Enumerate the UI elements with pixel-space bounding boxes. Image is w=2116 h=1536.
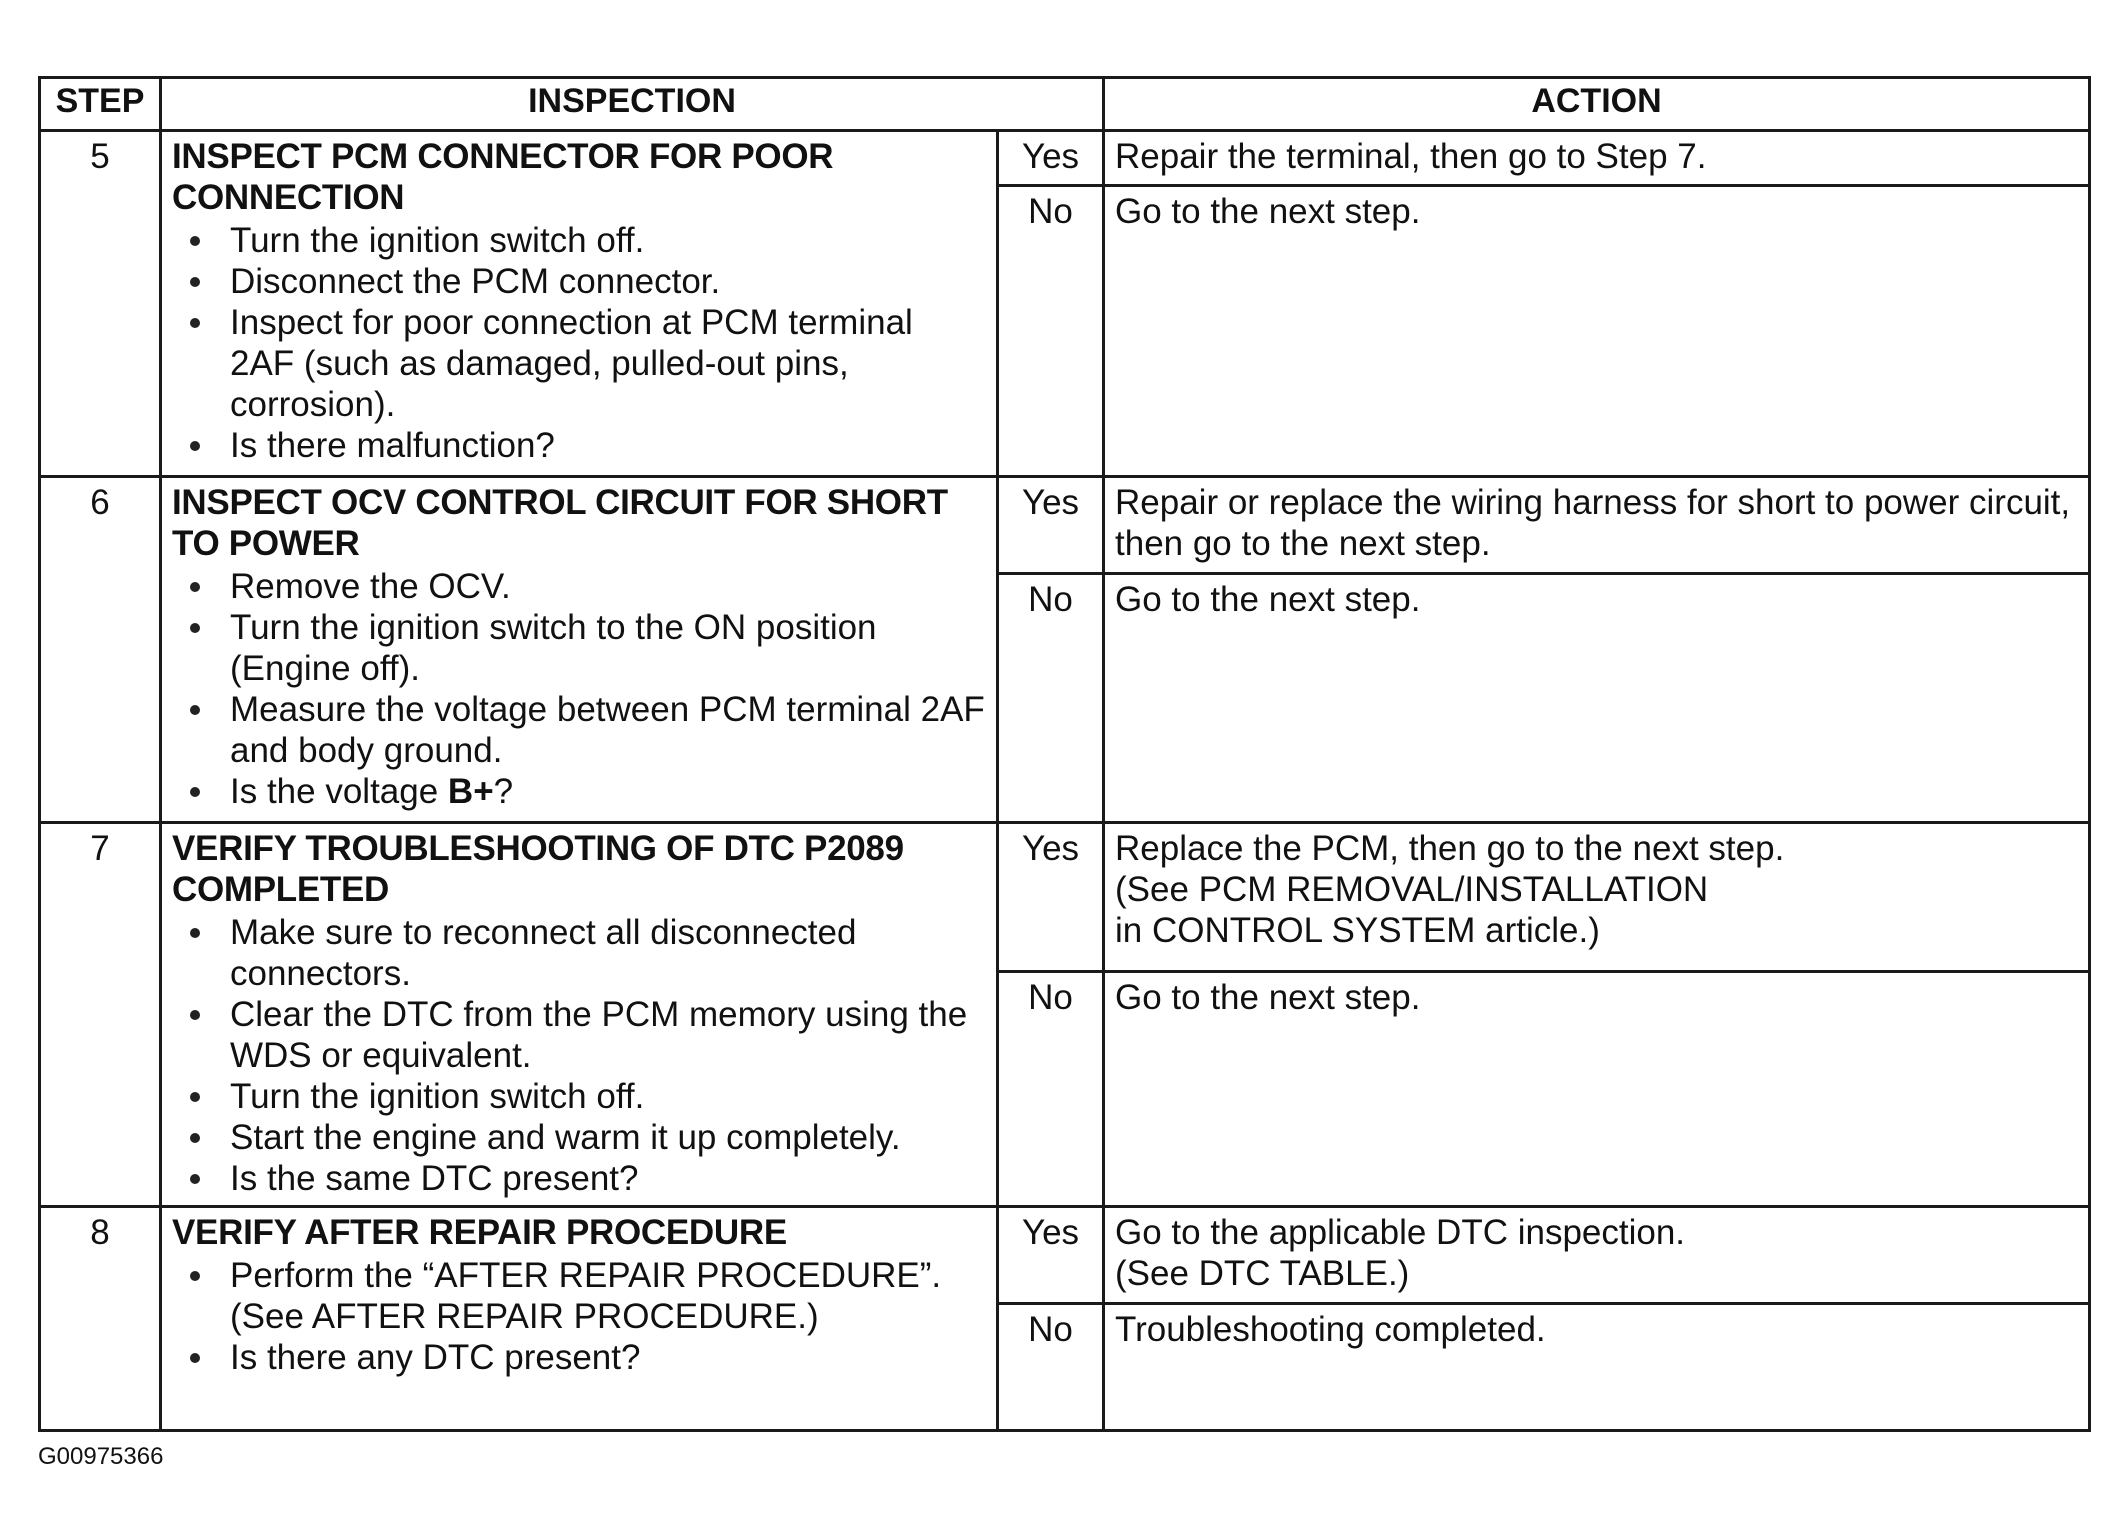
action-line: Repair the terminal, then go to Step 7. (1115, 137, 1707, 176)
inspection-item: Make sure to reconnect all disconnected connectors. (230, 912, 986, 994)
action-line: (See PCM REMOVAL/INSTALLATION (1115, 870, 1709, 909)
figure-id: G00975366 (38, 1443, 164, 1470)
inspection-list (172, 566, 986, 812)
yes-action (1104, 823, 2090, 972)
header-step: STEP (40, 78, 161, 131)
inspection-list (172, 912, 986, 1199)
inspection-list (172, 220, 986, 466)
action-line: in CONTROL SYSTEM article.) (1115, 911, 1600, 950)
yes-label: Yes (998, 1207, 1104, 1304)
yes-label: Yes (998, 131, 1104, 186)
table-row (40, 131, 2090, 186)
inspection-list (172, 1255, 986, 1378)
yes-label: Yes (998, 823, 1104, 972)
no-action (1104, 1304, 2090, 1431)
inspection-item: Clear the DTC from the PCM memory using the WDS or equivalent. (230, 994, 986, 1076)
table-row (40, 1207, 2090, 1304)
inspection-item: Inspect for poor connection at PCM terminal 2AF (such as damaged, pulled-out pins, corrosion). (230, 302, 986, 425)
header-inspection: INSPECTION (161, 78, 1104, 131)
inspection-item: Is there malfunction? (230, 425, 986, 466)
no-label: No (998, 972, 1104, 1207)
inspection-title: VERIFY TROUBLESHOOTING OF DTC P2089 COMPLETED (172, 829, 904, 909)
step-row-group (40, 823, 2090, 1207)
step-row-group (40, 1207, 2090, 1431)
no-label: No (998, 1304, 1104, 1431)
table-row (40, 823, 2090, 972)
inspection-item: Turn the ignition switch off. (230, 220, 986, 261)
table-header-row (40, 78, 2090, 131)
step-row-group (40, 477, 2090, 823)
step-number: 5 (40, 131, 161, 477)
action-line: Go to the next step. (1115, 192, 1421, 231)
action-line: Repair or replace the wiring harness for short to power circuit, then go to the next step. (1115, 483, 2071, 563)
no-action (1104, 574, 2090, 823)
inspection-item: Is the voltage B+? (230, 771, 986, 812)
inspection-item: Start the engine and warm it up completely. (230, 1117, 986, 1158)
inspection-item: Is there any DTC present? (230, 1337, 986, 1378)
inspection-item: Turn the ignition switch off. (230, 1076, 986, 1117)
action-line: Replace the PCM, then go to the next step. (1115, 829, 1785, 868)
inspection-cell (161, 823, 998, 1207)
step-number: 7 (40, 823, 161, 1207)
yes-action (1104, 131, 2090, 186)
step-row-group (40, 131, 2090, 477)
troubleshooting-table (38, 76, 2091, 1432)
battery-voltage-text: B+ (447, 772, 494, 811)
no-label: No (998, 574, 1104, 823)
action-line: Go to the applicable DTC inspection. (1115, 1213, 1686, 1252)
inspection-item: Turn the ignition switch to the ON position (Engine off). (230, 607, 986, 689)
table-row (40, 477, 2090, 574)
inspection-item: Is the same DTC present? (230, 1158, 986, 1199)
inspection-cell (161, 1207, 998, 1431)
no-action (1104, 186, 2090, 477)
yes-action (1104, 477, 2090, 574)
action-line: Go to the next step. (1115, 978, 1421, 1017)
no-action (1104, 972, 2090, 1207)
step-number: 8 (40, 1207, 161, 1431)
action-line: (See DTC TABLE.) (1115, 1254, 1410, 1293)
action-line: Go to the next step. (1115, 580, 1421, 619)
yes-action (1104, 1207, 2090, 1304)
inspection-item: Disconnect the PCM connector. (230, 261, 986, 302)
header-action: ACTION (1104, 78, 2090, 131)
inspection-item: Remove the OCV. (230, 566, 986, 607)
inspection-title: INSPECT OCV CONTROL CIRCUIT FOR SHORT TO POWER (172, 483, 948, 563)
inspection-item: Perform the “AFTER REPAIR PROCEDURE”. (See AFTER REPAIR PROCEDURE.) (230, 1255, 986, 1337)
inspection-cell (161, 131, 998, 477)
inspection-cell (161, 477, 998, 823)
inspection-item: Measure the voltage between PCM terminal 2AF and body ground. (230, 690, 985, 770)
action-line: Troubleshooting completed. (1115, 1310, 1546, 1349)
no-label: No (998, 186, 1104, 477)
inspection-title: INSPECT PCM CONNECTOR FOR POOR CONNECTION (172, 137, 834, 217)
inspection-title: VERIFY AFTER REPAIR PROCEDURE (172, 1213, 787, 1252)
step-number: 6 (40, 477, 161, 823)
yes-label: Yes (998, 477, 1104, 574)
